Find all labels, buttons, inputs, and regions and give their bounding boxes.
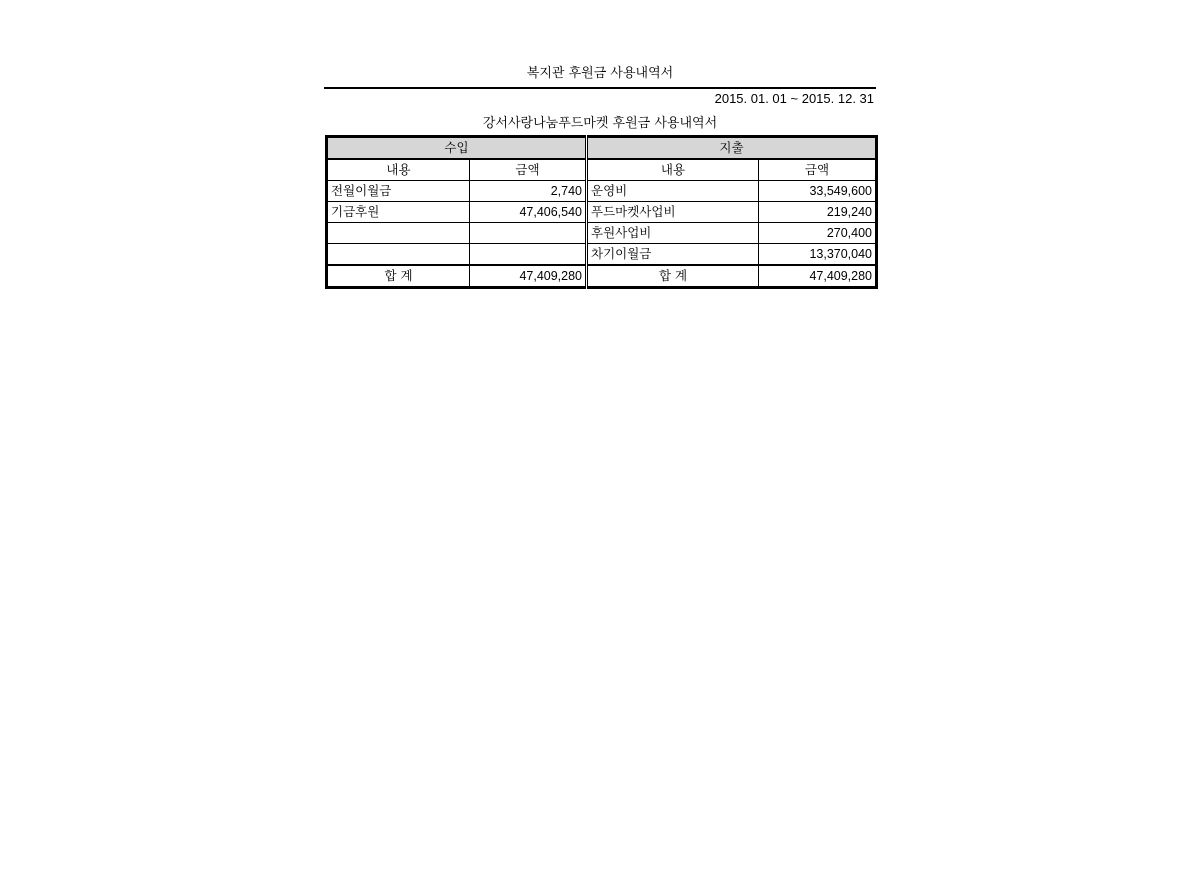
income-header: 수입 (327, 137, 587, 160)
income-item: 기금후원 (327, 202, 470, 223)
expense-amount-header: 금액 (759, 159, 877, 181)
income-item (327, 223, 470, 244)
income-item (327, 244, 470, 266)
expense-item: 운영비 (587, 181, 759, 202)
table-title: 강서사랑나눔푸드마켓 후원금 사용내역서 (482, 116, 718, 131)
table-row (327, 223, 877, 244)
expense-item: 후원사업비 (587, 223, 759, 244)
income-amount: 2,740 (470, 181, 587, 202)
expense-amount: 270,400 (759, 223, 877, 244)
document-title: 복지관 후원금 사용내역서 (526, 66, 674, 81)
column-header-row (327, 159, 877, 181)
expense-header: 지출 (587, 137, 877, 160)
income-amount-header: 금액 (470, 159, 587, 181)
income-content-header: 내용 (327, 159, 470, 181)
expense-amount: 219,240 (759, 202, 877, 223)
expense-total: 47,409,280 (759, 265, 877, 288)
expense-item: 차기이월금 (587, 244, 759, 266)
table-row (327, 181, 877, 202)
income-item: 전월이월금 (327, 181, 470, 202)
donation-ledger-table (325, 135, 878, 289)
table-row (327, 202, 877, 223)
total-row (327, 265, 877, 288)
section-header-row (327, 137, 877, 160)
table-row (327, 244, 877, 266)
title-divider (324, 87, 876, 89)
expense-total-label: 합 계 (587, 265, 759, 288)
income-amount (470, 223, 587, 244)
income-amount: 47,406,540 (470, 202, 587, 223)
expense-amount: 33,549,600 (759, 181, 877, 202)
period-range: 2015. 01. 01 ~ 2015. 12. 31 (714, 91, 874, 106)
expense-amount: 13,370,040 (759, 244, 877, 266)
expense-content-header: 내용 (587, 159, 759, 181)
income-total-label: 합 계 (327, 265, 470, 288)
expense-item: 푸드마켓사업비 (587, 202, 759, 223)
income-total: 47,409,280 (470, 265, 587, 288)
income-amount (470, 244, 587, 266)
